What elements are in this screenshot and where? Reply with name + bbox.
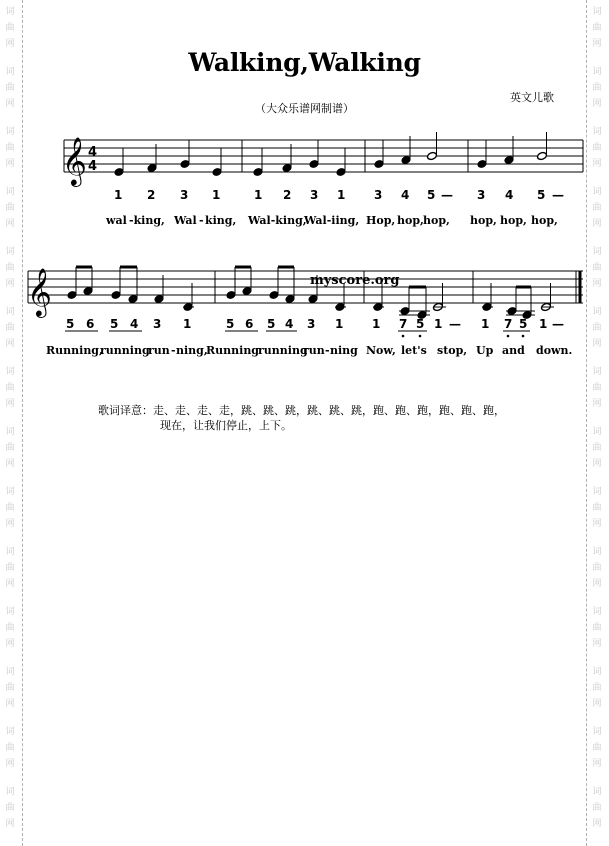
numbered-notation-2 [66,317,564,331]
jianpu-number: 5 [416,317,425,331]
margin-watermark-char: 网 [592,39,602,49]
margin-watermark-char: 曲 [5,263,15,273]
song-title: Walking,Walking [188,48,421,77]
staff-1 [64,140,583,172]
jianpu-number: 1 [335,317,344,331]
lyric-syllable: Wal-king, [248,214,307,227]
treble-clef-icon: 𝄞 [62,136,87,185]
jianpu-number: 1 [212,188,221,202]
margin-watermark-char: 网 [5,819,15,829]
margin-watermark-char: 网 [5,579,15,589]
margin-watermark-char: 曲 [592,503,602,513]
lyric-syllable: - [199,214,204,227]
margin-watermark-char: 曲 [5,623,15,633]
margin-watermark-char: 网 [5,699,15,709]
jianpu-number: 1 [183,317,192,331]
margin-watermark-char: 词 [5,607,15,617]
margin-watermark-char: 曲 [592,143,602,153]
jianpu-number: 3 [477,188,486,202]
margin-watermark-char: 网 [5,279,15,289]
lyric-syllable: hop, [500,214,527,227]
jianpu-number: 3 [374,188,383,202]
jianpu-number: 5 [110,317,119,331]
lyric-syllable: let's [401,344,427,357]
jianpu-number: 1 [337,188,346,202]
margin-watermark-char: 词 [5,127,15,137]
margin-watermark-char: 曲 [5,23,15,33]
jianpu-dash: — [449,317,461,331]
jianpu-number: 7 [504,317,513,331]
translation-line-1: 走、走、走、走，跳、跳、跳，跳、跳、跳，跑、跑、跑，跑、跑、跑， [153,404,505,417]
translation-line-2: 现在，让我们停止，上下。 [160,419,292,432]
margin-watermark-char: 网 [592,699,602,709]
margin-watermark-char: 网 [5,159,15,169]
margin-watermark-char: 词 [592,187,602,197]
jianpu-number: 2 [147,188,156,202]
jianpu-number: 5 [519,317,528,331]
lyric-syllable: running [100,344,150,357]
lyric-syllable: down. [536,344,573,357]
margin-watermark-char: 网 [5,399,15,409]
jianpu-dash: — [552,317,564,331]
margin-watermark-char: 网 [5,759,15,769]
margin-watermark-char: 网 [5,519,15,529]
margin-watermark-char: 网 [5,459,15,469]
margin-watermark-char: 词 [5,67,15,77]
lyric-syllable: hop, [531,214,558,227]
jianpu-number: 5 [226,317,235,331]
jianpu-number: 5 [66,317,75,331]
margin-watermark-char: 网 [592,99,602,109]
margin-watermark-char: 词 [5,247,15,257]
jianpu-number: 3 [310,188,319,202]
margin-watermark-char: 曲 [5,683,15,693]
lyric-syllable: king, [205,214,237,227]
margin-watermark-char: 词 [592,67,602,77]
margin-watermark-char: 曲 [592,683,602,693]
lyric-syllable: Now, [366,344,396,357]
time-signature-top: 4 [88,145,98,160]
notes-1 [114,132,547,176]
margin-watermark-char: 曲 [592,23,602,33]
lyric-syllable: running [258,344,308,357]
margin-watermark-char: 网 [592,279,602,289]
margin-watermark-char: 网 [592,639,602,649]
margin-watermark-char: 词 [592,427,602,437]
margin-watermark-char: 词 [592,787,602,797]
margin-watermark-char: 词 [592,487,602,497]
lyric-syllable: and [502,344,525,357]
treble-clef-icon: 𝄞 [27,267,52,316]
margin-watermark-char: 网 [592,579,602,589]
lyric-syllable: hop, [423,214,450,227]
lyric-syllable: stop, [437,344,468,357]
margin-watermark-char: 网 [592,399,602,409]
lyrics-translation [98,403,505,433]
margin-watermark-char: 曲 [5,323,15,333]
margin-watermark-char: 网 [5,339,15,349]
margin-watermark-char: 曲 [5,143,15,153]
margin-watermark-char: 曲 [592,623,602,633]
lyric-syllable: ning, [176,344,208,357]
lyric-syllable: hop, [397,214,424,227]
jianpu-dash: — [441,188,453,202]
lyric-syllable: Wal-iing, [304,214,360,227]
site-watermark: myscore.org [310,273,400,288]
margin-watermark-char: 曲 [5,503,15,513]
lyric-syllable: ning [330,344,358,357]
margin-watermark-char: 词 [5,7,15,17]
margin-watermark-char: 词 [592,367,602,377]
margin-watermark-char: 曲 [592,263,602,273]
lyrics-2 [46,344,572,357]
jianpu-number: 1 [539,317,548,331]
jianpu-number: 4 [401,188,410,202]
margin-watermark-char: 网 [592,339,602,349]
margin-watermark-char: 词 [5,307,15,317]
margin-watermark-char: 网 [592,519,602,529]
jianpu-number: 6 [86,317,95,331]
lyric-syllable: Wal [174,214,197,227]
staff-2 [28,271,583,303]
margin-watermark-char: 网 [5,39,15,49]
jianpu-number: 1 [114,188,123,202]
subtitle: （大众乐谱网制谱） [255,102,354,115]
margin-watermark-char: 词 [592,727,602,737]
jianpu-number: 1 [481,317,490,331]
jianpu-number: 1 [254,188,263,202]
lyric-syllable: - [325,344,330,357]
jianpu-number: 6 [245,317,254,331]
margin-watermark-char: 曲 [5,803,15,813]
margin-watermark-char: 曲 [592,803,602,813]
margin-watermark-char: 曲 [592,563,602,573]
jianpu-number: 2 [283,188,292,202]
margin-watermark-char: 网 [592,159,602,169]
margin-watermark-char: 词 [5,787,15,797]
margin-watermark-char: 曲 [592,443,602,453]
lyric-syllable: Running, [46,344,103,357]
jianpu-number: 5 [427,188,436,202]
margin-watermark-char: 曲 [5,563,15,573]
time-signature-bottom: 4 [88,159,98,174]
margin-watermark-char: 曲 [592,83,602,93]
margin-watermark-char: 网 [592,819,602,829]
margin-watermark-char: 曲 [592,203,602,213]
margin-watermark-char: 词 [5,367,15,377]
jianpu-number: 3 [153,317,162,331]
margin-watermark-char: 词 [592,7,602,17]
margin-watermark-char: 词 [592,667,602,677]
jianpu-number: 5 [267,317,276,331]
margin-watermark-char: 曲 [592,743,602,753]
low-octave-dots [402,335,525,338]
margin-watermark-char: 曲 [5,83,15,93]
margin-watermark-char: 网 [5,219,15,229]
note [427,151,438,160]
margin-watermark-char: 曲 [5,743,15,753]
lyric-syllable: Hop, [366,214,396,227]
margin-watermark-char: 词 [592,547,602,557]
jianpu-number: 3 [180,188,189,202]
margin-watermark-char: 词 [5,727,15,737]
lyric-syllable: -king, [129,214,165,227]
note [537,151,548,160]
margin-watermark-char: 词 [5,487,15,497]
margin-watermark-char: 词 [592,247,602,257]
margin-watermark-char: 词 [5,667,15,677]
lyric-syllable: run [303,344,325,357]
lyric-syllable: hop, [470,214,497,227]
lyric-syllable: wal [106,214,127,227]
lyric-syllable: run [148,344,170,357]
jianpu-number: 4 [285,317,294,331]
jianpu-number: 1 [434,317,443,331]
jianpu-number: 4 [130,317,139,331]
jianpu-number: 7 [399,317,408,331]
margin-watermark-char: 网 [592,459,602,469]
margin-watermark-char: 曲 [5,443,15,453]
lyrics-1 [105,214,558,227]
margin-watermark-char: 曲 [5,383,15,393]
translation-label: 歌词译意： [98,404,153,417]
margin-watermark-char: 曲 [592,323,602,333]
margin-watermark-char: 词 [592,307,602,317]
jianpu-dash: — [552,188,564,202]
margin-watermark-char: 网 [5,99,15,109]
margin-watermark-char: 网 [592,759,602,769]
jianpu-number: 5 [537,188,546,202]
margin-watermark-char: 词 [5,187,15,197]
margin-watermark-char: 曲 [5,203,15,213]
lyric-syllable: - [171,344,176,357]
margin-watermark-char: 曲 [592,383,602,393]
lyric-syllable: Running [206,344,260,357]
margin-watermark-char: 词 [5,427,15,437]
numbered-notation-1 [114,188,564,202]
margin-watermark-char: 词 [592,607,602,617]
jianpu-number: 4 [505,188,514,202]
margin-watermark-char: 词 [592,127,602,137]
song-source: 英文儿歌 [510,91,554,104]
jianpu-number: 3 [307,317,316,331]
margin-watermark-char: 网 [592,219,602,229]
margin-watermark-char: 网 [5,639,15,649]
margin-watermark-char: 词 [5,547,15,557]
jianpu-number: 1 [372,317,381,331]
lyric-syllable: Up [476,344,494,357]
